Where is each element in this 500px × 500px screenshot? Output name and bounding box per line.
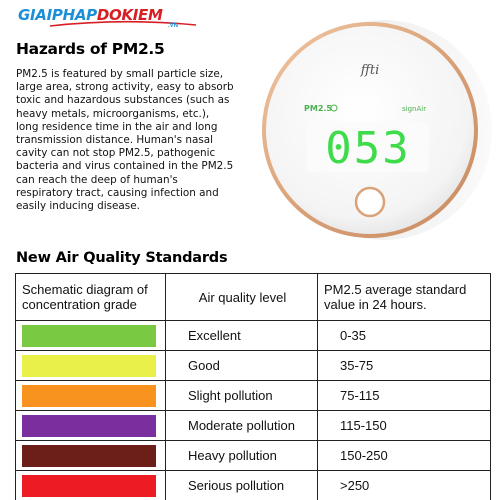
table-header-row: [16, 274, 491, 321]
table-row: [16, 351, 491, 381]
value-cell: >250: [318, 471, 491, 500]
air-quality-table: [15, 273, 491, 500]
level-cell: Serious pollution: [166, 471, 318, 500]
hazards-title: Hazards of PM2.5: [16, 40, 165, 58]
watermark-suffix: .VN: [168, 23, 179, 29]
device-power-button[interactable]: [356, 188, 384, 216]
swatch-cell: [16, 351, 166, 381]
level-cell: Heavy pollution: [166, 441, 318, 471]
color-swatch-good: [22, 355, 156, 377]
level-cell: Moderate pollution: [166, 411, 318, 441]
header-schematic: Schematic diagram of concentration grade: [16, 274, 166, 321]
value-cell: 75-115: [318, 381, 491, 411]
watermark-part2: DOKIEM: [96, 6, 163, 24]
swatch-cell: [16, 441, 166, 471]
standards-title: New Air Quality Standards: [16, 250, 228, 266]
level-cell: Excellent: [166, 321, 318, 351]
pm25-monitor-device: [242, 10, 500, 248]
device-logo: ffti: [360, 63, 380, 78]
table-row: [16, 381, 491, 411]
color-swatch-excellent: [22, 325, 156, 347]
color-swatch-moderate: [22, 415, 156, 437]
level-cell: Good: [166, 351, 318, 381]
header-level: Air quality level: [166, 274, 318, 321]
level-cell: Slight pollution: [166, 381, 318, 411]
swatch-cell: [16, 381, 166, 411]
table-row: [16, 441, 491, 471]
color-swatch-slight: [22, 385, 156, 407]
swatch-cell: [16, 321, 166, 351]
color-swatch-serious: [22, 475, 156, 497]
watermark-text: [18, 6, 163, 24]
pm25-label: PM2.5: [304, 104, 332, 113]
value-cell: 35-75: [318, 351, 491, 381]
brand-label: signAir: [402, 105, 427, 113]
watermark-part1: GIAIPHAP: [18, 6, 97, 24]
hazards-body: PM2.5 is featured by small particle size, large area, strong activity, easy to absorb toxic and hazardous substances (such as heavy metals, microorganisms, etc.), long residence time in the air and long transmission distance. Human's nasal cavity can not stop PM2.5, pathogenic bacteria and virus contained in the PM2.5 can reach the deep of human's respiratory tract, causing infection and easily inducing disease.: [16, 68, 234, 213]
header-standard-value: PM2.5 average standard value in 24 hours.: [318, 274, 491, 321]
table-row: [16, 411, 491, 441]
value-cell: 0-35: [318, 321, 491, 351]
value-cell: 115-150: [318, 411, 491, 441]
value-cell: 150-250: [318, 441, 491, 471]
table-row: [16, 321, 491, 351]
pm25-reading: 053: [325, 123, 411, 174]
color-swatch-heavy: [22, 445, 156, 467]
swatch-cell: [16, 411, 166, 441]
table-row: [16, 471, 491, 500]
swatch-cell: [16, 471, 166, 500]
